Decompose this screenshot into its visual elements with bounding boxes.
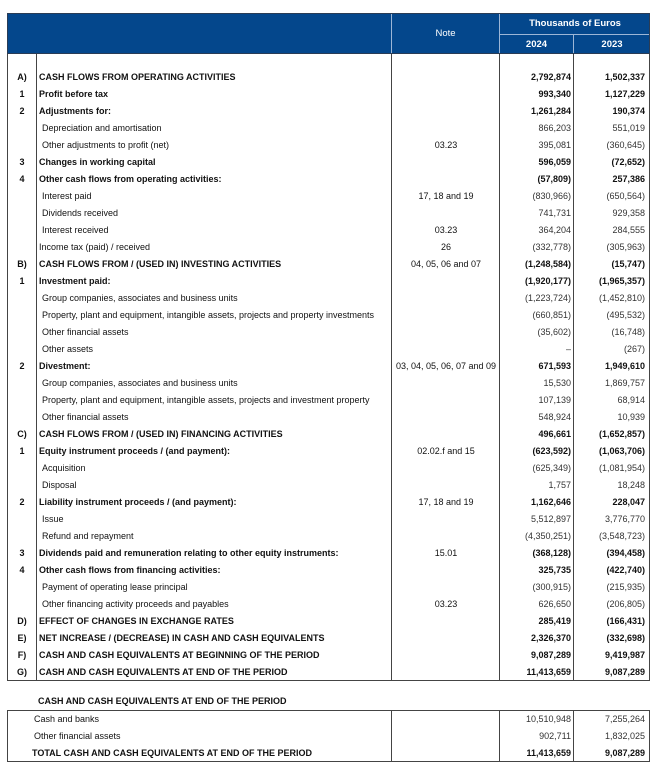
table-row [8,375,649,392]
year-2024-header: 2024 [525,39,548,50]
row-description: Interest paid [42,191,92,201]
value-2024: (660,851) [532,310,571,320]
row-description: Other cash flows from operating activities: [39,174,222,184]
row-label: E) [17,633,27,643]
row-description: Dividends paid and remuneration relating to other equity instruments: [39,548,339,558]
row-description: Liability instrument proceeds / (and payment): [39,497,237,507]
table-row [8,103,649,120]
row-label: 2 [19,361,25,371]
value-2024: 15,530 [543,378,571,388]
row-description: Group companies, associates and business units [42,378,238,388]
table-row [8,528,649,545]
row-description: Adjustments for: [39,106,111,116]
row-label: G) [17,667,27,677]
value-2023: (1,452,810) [598,293,645,303]
value-2024: 5,512,897 [530,514,571,524]
value-2024: 11,413,659 [526,667,571,677]
table-row [8,596,649,613]
table-row [8,728,649,745]
value-2023: 10,939 [617,412,645,422]
value-2024: 325,735 [538,565,571,575]
value-2023: 1,502,337 [604,72,645,82]
table-row [8,477,649,494]
table-row [8,205,649,222]
value-2023: 9,087,289 [604,748,645,758]
table-row [8,511,649,528]
row-description: Disposal [42,480,77,490]
row-note: 26 [440,242,451,252]
table-row [8,86,649,103]
unit-header: Thousands of Euros [529,18,621,29]
value-2024: 866,203 [538,123,571,133]
row-label: 3 [19,157,25,167]
value-2024: 548,924 [538,412,571,422]
value-2024: 902,711 [539,731,571,741]
value-2024: (300,915) [532,582,571,592]
summary-table [7,710,650,762]
row-description: Profit before tax [39,89,109,99]
value-2024: 626,650 [538,599,571,609]
value-2023: 284,555 [612,225,645,235]
row-description: Issue [42,514,64,524]
row-label: C) [17,429,27,439]
table-row [8,647,649,664]
row-note: 17, 18 and 19 [418,191,474,201]
table-row [8,222,649,239]
table-row [8,239,649,256]
table-row [8,630,649,647]
table-row [8,426,649,443]
row-description: Other adjustments to profit (net) [42,140,170,150]
row-description: CASH FLOWS FROM / (USED IN) FINANCING ACTIVITIES [39,429,283,439]
row-label: 4 [19,174,25,184]
value-2023: (1,081,954) [598,463,645,473]
value-2024: 395,081 [538,140,571,150]
value-2023: 18,248 [617,480,645,490]
value-2024: 596,059 [538,157,571,167]
value-2023: (1,063,706) [598,446,645,456]
value-2024: 11,413,659 [526,748,571,758]
value-2023: (267) [623,344,645,354]
value-2024: 1,261,284 [530,106,571,116]
table-row [8,613,649,630]
value-2024: 107,139 [538,395,571,405]
row-description: Acquisition [42,463,86,473]
row-label: B) [17,259,27,269]
value-2023: (15,747) [611,259,645,269]
table-row [8,256,649,273]
row-note: 03, 04, 05, 06, 07 and 09 [395,361,497,371]
value-2024: (57,809) [537,174,571,184]
value-2023: (495,532) [606,310,645,320]
value-2024: 741,731 [538,208,571,218]
table-row [8,358,649,375]
row-description: Income tax (paid) / received [39,242,151,252]
value-2023: 551,019 [612,123,645,133]
table-row [8,69,649,86]
value-2024: 671,593 [538,361,571,371]
value-2024: (1,248,584) [524,259,571,269]
value-2023: 190,374 [612,106,645,116]
value-2023: (16,748) [611,327,645,337]
note-column-header: Note [435,28,456,39]
table-row [8,171,649,188]
row-note: 04, 05, 06 and 07 [410,259,482,269]
table-row [8,341,649,358]
row-description: Investment paid: [39,276,111,286]
row-label: F) [17,650,27,660]
value-2023: (215,935) [606,582,645,592]
row-label: 1 [19,446,25,456]
row-note: 17, 18 and 19 [418,497,474,507]
row-description: Group companies, associates and business units [42,293,238,303]
table-row [8,290,649,307]
row-description: Divestment: [39,361,91,371]
value-2023: (1,652,857) [598,429,645,439]
table-row [8,154,649,171]
row-label: 1 [19,89,25,99]
row-note: 02.02.f and 15 [417,446,475,456]
row-description: CASH AND CASH EQUIVALENTS AT BEGINNING OF THE PERIOD [39,650,320,660]
value-2023: 7,255,264 [604,714,645,724]
value-2023: (166,431) [606,616,645,626]
table-row [8,392,649,409]
value-2023: 68,914 [617,395,645,405]
value-2023: (206,805) [606,599,645,609]
value-2024: 1,757 [548,480,571,490]
value-2024: 1,162,646 [530,497,571,507]
table-header [7,13,650,54]
value-2023: 9,419,987 [604,650,645,660]
row-note: 03.23 [434,225,458,235]
year-2023-header: 2023 [601,39,623,50]
value-2023: (1,965,357) [598,276,645,286]
table-row [8,579,649,596]
table-row [8,745,649,762]
row-label: A) [17,72,27,82]
value-2023: 1,869,757 [604,378,645,388]
value-2024: 993,340 [538,89,571,99]
table-row [8,120,649,137]
value-2023: (360,645) [606,140,645,150]
table-row [8,460,649,477]
table-row [8,324,649,341]
row-description: Dividends received [42,208,119,218]
value-2023: 1,832,025 [604,731,645,741]
table-row [8,409,649,426]
value-2024: (623,592) [532,446,571,456]
value-2023: (394,458) [606,548,645,558]
row-label: 1 [19,276,25,286]
summary-title: CASH AND CASH EQUIVALENTS AT END OF THE PERIOD [38,696,287,706]
value-2024: (368,128) [532,548,571,558]
row-description: Changes in working capital [39,157,156,167]
row-description: CASH FLOWS FROM OPERATING ACTIVITIES [39,72,236,82]
value-2023: 1,949,610 [604,361,645,371]
row-description: Other financing activity proceeds and payables [42,599,229,609]
value-2024: 2,326,370 [530,633,571,643]
row-label: 4 [19,565,25,575]
value-2024: (625,349) [532,463,571,473]
value-2024: 10,510,948 [525,714,571,724]
table-row [8,545,649,562]
value-2024: (35,602) [537,327,571,337]
value-2023: (3,548,723) [598,531,645,541]
row-description: CASH FLOWS FROM / (USED IN) INVESTING ACTIVITIES [39,259,282,269]
row-description: Equity instrument proceeds / (and payment): [39,446,231,456]
row-description: Refund and repayment [42,531,134,541]
value-2024: (4,350,251) [524,531,571,541]
value-2023: (422,740) [606,565,645,575]
row-description: NET INCREASE / (DECREASE) IN CASH AND CASH EQUIVALENTS [39,633,325,643]
value-2024: (1,223,724) [524,293,571,303]
table-row [8,494,649,511]
value-2023: 929,358 [612,208,645,218]
table-row [8,711,649,728]
row-note: 15.01 [434,548,458,558]
value-2023: 1,127,229 [604,89,645,99]
row-note: 03.23 [434,599,458,609]
value-2023: (650,564) [606,191,645,201]
row-description: TOTAL CASH AND CASH EQUIVALENTS AT END OF THE PERIOD [32,748,313,758]
row-label: 3 [19,548,25,558]
value-2024: 9,087,289 [530,650,571,660]
row-description: Depreciation and amortisation [42,123,162,133]
row-description: Other financial assets [42,327,129,337]
row-note: 03.23 [434,140,458,150]
value-2024: 285,419 [538,616,571,626]
value-2024: 2,792,874 [530,72,571,82]
value-2024: (1,920,177) [524,276,571,286]
row-description: Other financial assets [42,412,129,422]
cash-flow-table [7,54,650,681]
value-2023: 257,386 [612,174,645,184]
header-divider [500,34,649,35]
row-label: D) [17,616,27,626]
row-description: Property, plant and equipment, intangible assets, projects and investment property [42,395,370,405]
row-description: Payment of operating lease principal [42,582,188,592]
value-2023: 9,087,289 [604,667,645,677]
value-2023: (72,652) [611,157,645,167]
value-2024: – [565,344,571,354]
value-2024: 496,661 [538,429,571,439]
row-description: CASH AND CASH EQUIVALENTS AT END OF THE PERIOD [39,667,288,677]
value-2023: (305,963) [606,242,645,252]
row-label: 2 [19,106,25,116]
table-row [8,664,649,681]
value-2023: 228,047 [612,497,645,507]
value-2024: (332,778) [532,242,571,252]
row-description: Cash and banks [34,714,100,724]
value-2024: 364,204 [538,225,571,235]
table-row [8,562,649,579]
table-row [8,443,649,460]
row-description: Other financial assets [34,731,121,741]
value-2024: (830,966) [532,191,571,201]
row-description: Other assets [42,344,94,354]
row-description: Other cash flows from financing activities: [39,565,221,575]
table-row [8,273,649,290]
table-row [8,137,649,154]
value-2023: (332,698) [606,633,645,643]
row-description: EFFECT OF CHANGES IN EXCHANGE RATES [39,616,234,626]
table-row [8,307,649,324]
row-label: 2 [19,497,25,507]
row-description: Interest received [42,225,109,235]
table-row [8,188,649,205]
row-description: Property, plant and equipment, intangible assets, projects and property investments [42,310,375,320]
value-2023: 3,776,770 [604,514,645,524]
